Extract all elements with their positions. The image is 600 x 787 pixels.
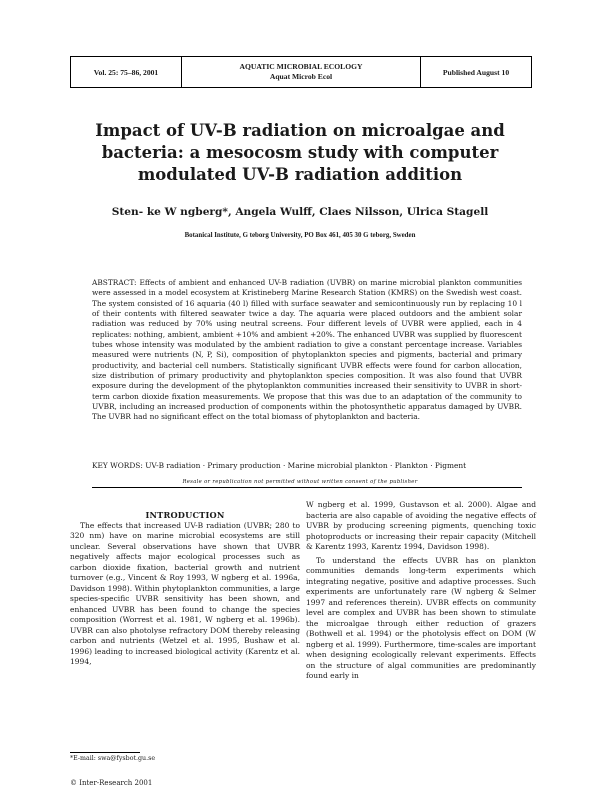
section-divider [92, 487, 522, 488]
copyright-notice: © Inter-Research 2001 [70, 779, 153, 787]
left-column [70, 510, 300, 668]
journal-name: AQUATIC MICROBIAL ECOLOGY [239, 62, 363, 71]
intro-paragraph-1: The effects that increased UV-B radiation (UVBR; 280 to 320 nm) have on marine microbial ecosystems are still unclear. Several observations have shown that UVBR negatively affects major ecological processes such as carbon dioxide fixation, bacterial growth and nutrient turnover (e.g., Vincent & Roy 1993, W ngberg et al. 1996a, Davidson 1998). Within phytoplankton communities, a large species-specific UVBR sensitivity has been shown, and enhanced UVBR has been found to change the species composition (Worrest et al. 1981, W ngberg et al. 1996b). UVBR can also photolyse refractory DOM thereby releasing carbon and nutrients (Wetzel et al. 1995, Bushaw et al. 1996) leading to increased biological activity (Karentz et al. 1994, [70, 520, 300, 666]
abstract: ABSTRACT: Effects of ambient and enhanced UV-B radiation (UVBR) on marine microbial plankton communities were assessed in a model ecosystem at Kristineberg Marine Research Station (KMRS) on the Swedish west coast. The system consisted of 16 aquaria (40 l) filled with surface seawater and semicontinuously run by replacing 10 l of their contents with filtered seawater twice a day. The aquaria were placed outdoors and the ambient solar radiation was reduced by 70% using neutral screens. Four different levels of UVBR were applied, each in 4 replicates: nothing, ambient, ambient +10% and ambient +20%. The enhanced UVBR was supplied by fluorescent tubes whose intensity was modulated by the ambient radiation to give a constant percentage increase. Variables measured were nutrients (N, P, Si), composition of phytoplankton species and pigments, bacterial and primary productivity, and bacterial cell numbers. Statistically significant UVBR effects were found for carbon allocation, size distribution of primary productivity and phytoplankton species composition. It was also found that UVBR exposure during the development of the phytoplankton communities increased their sensitivity to UVBR in short-term carbon dioxide fixation measurements. We propose that this was due to an adaptation of the community to UVBR, including an increased production of components within the photosynthetic apparatus damaged by UVBR. The UVBR had no significant effect on the total biomass of phytoplankton and bacteria. [92, 278, 522, 422]
journal-name-box [182, 57, 421, 87]
affiliation: Botanical Institute, G teborg University, PO Box 461, 405 30 G teborg, Sweden [184, 232, 416, 239]
publication-date: Published August 10 [442, 67, 510, 77]
reproduction-notice: Resale or republication not permitted without written consent of the publisher [182, 479, 418, 485]
author-email-footnote: *E-mail: swa@fysbot.gu.se [70, 755, 156, 762]
volume-info: Vol. 25: 75–86, 2001 [71, 57, 182, 87]
journal-abbreviation: Aquat Microb Ecol [269, 72, 333, 81]
section-heading-introduction: INTRODUCTION [145, 510, 225, 520]
paper-title: Impact of UV-B radiation on microalgae and bacteria: a mesocosm study with computer modulated UV-B radiation addition [95, 121, 505, 184]
keywords: KEY WORDS: UV-B radiation · Primary production · Marine microbial plankton · Plankton · Pigment [92, 461, 467, 470]
footnote-divider [70, 752, 140, 753]
journal-header [70, 56, 532, 88]
intro-paragraph-2: To understand the effects UVBR has on plankton communities demands long-term experiments which integrating negative, positive and adaptive processes. Such experiments are unfortunately rare (W ngberg & Selmer 1997 and references therein). UVBR effects on community level are complex and UVBR has been shown to stimulate the microalgae through either reduction of grazers (Bothwell et al. 1994) or the photolysis effect on DOM (W ngberg et al. 1999). Furthermore, time-scales are important when designing ecologically relevant experiments. Effects on the structure of algal communities are predominantly found early in [306, 555, 536, 680]
right-column [306, 500, 536, 682]
author-list: Sten- ke W ngberg*, Angela Wulff, Claes Nilsson, Ulrica Stagell [111, 206, 489, 218]
intro-paragraph-1-continued: W ngberg et al. 1999, Gustavson et al. 2000). Algae and bacteria are also capable of avoiding the negative effects of UVBR by producing screening pigments, quenching toxic photoproducts or increasing their repair capacity (Mitchell & Karentz 1993, Karentz 1994, Davidson 1998). [306, 500, 536, 551]
